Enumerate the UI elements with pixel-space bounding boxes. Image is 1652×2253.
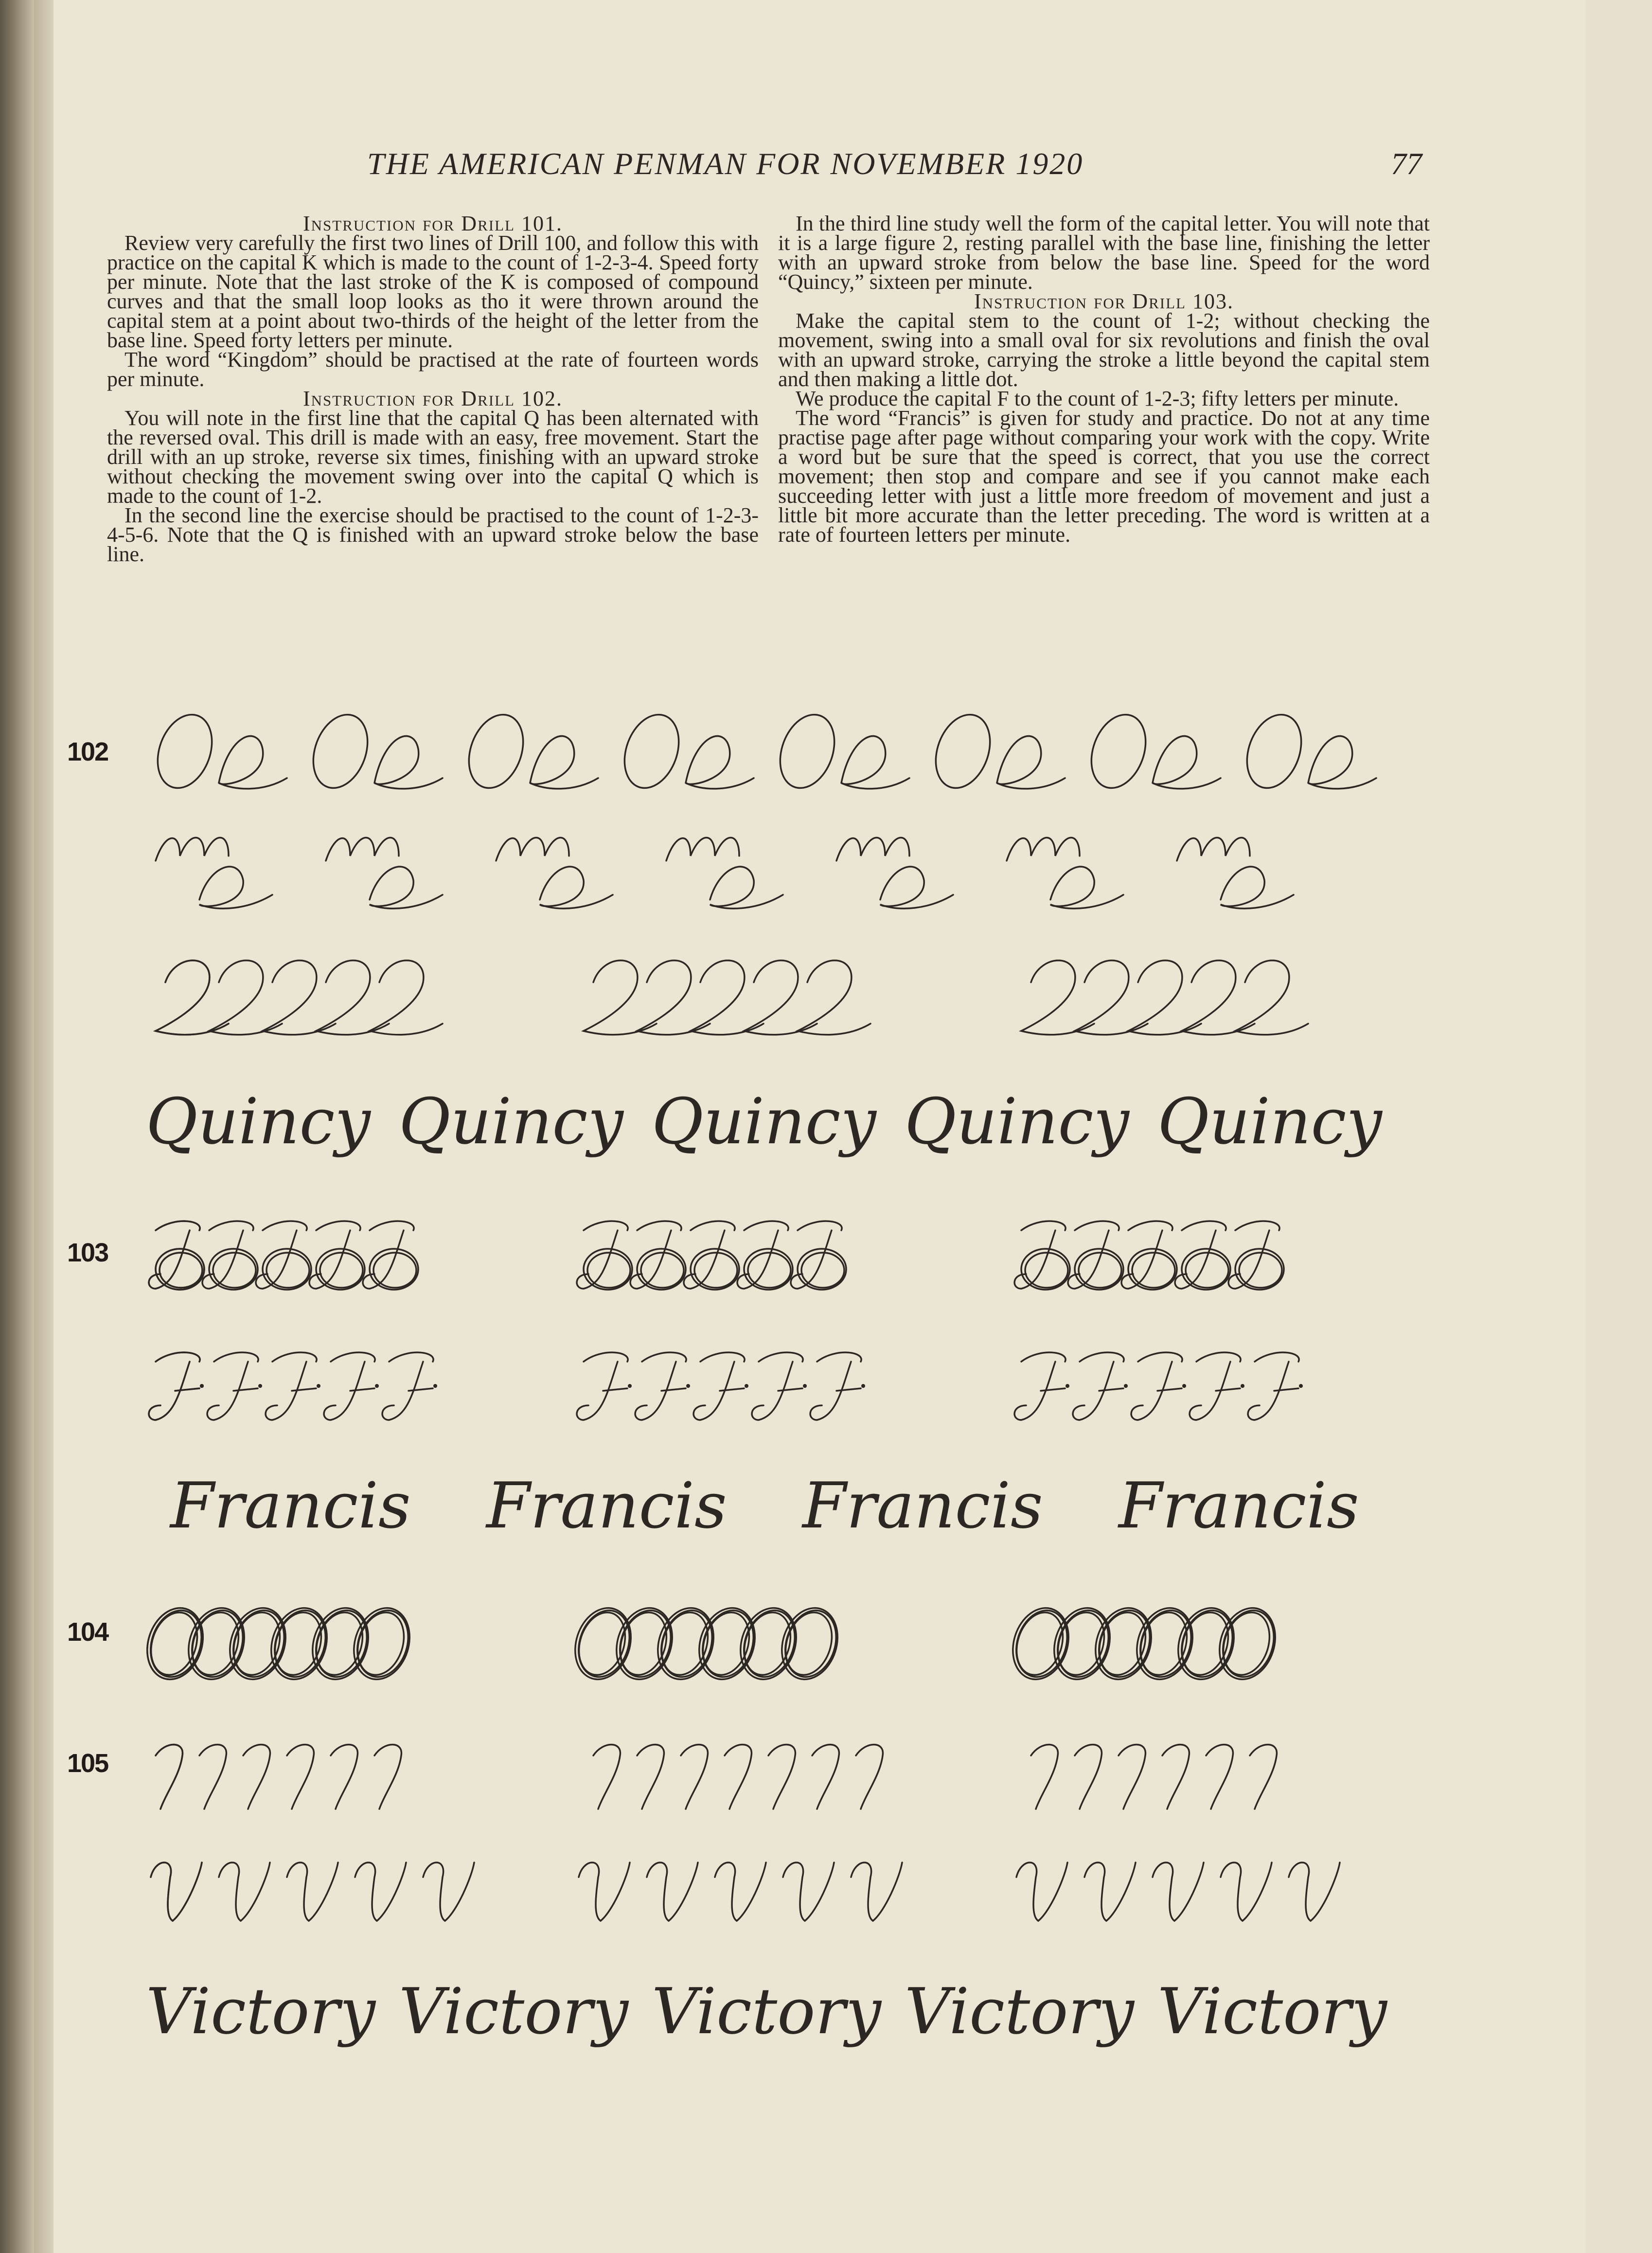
- bleed-through-mark: [1608, 681, 1642, 710]
- script-word-victory: Victory: [905, 1974, 1135, 2048]
- capital-q-specimen: [146, 953, 1410, 1050]
- script-word-quincy: Quincy: [905, 1084, 1129, 1158]
- drill-102-line-2: [146, 827, 1362, 919]
- drill-105-line-3: [146, 1974, 1459, 2067]
- instruction-paragraph: We produce the capital F to the count of 1-2-3; fifty letters per minute.: [796, 387, 1399, 410]
- instruction-paragraph: Make the capital stem to the count of 1-2; without checking the movement, swing into a small oval for six revolutions and finish the oval with an upward stroke, carrying the stroke a little beyond the capital stem and then making a little dot.: [778, 309, 1430, 391]
- instruction-heading: Instruction for Drill 101.: [303, 212, 563, 235]
- q-oval-drill-specimen: [146, 705, 1410, 802]
- running-title: THE AMERICAN PENMAN FOR NOVEMBER 1920: [367, 146, 1084, 181]
- drill-104-line: [146, 1597, 1410, 1690]
- script-word-quincy: Quincy: [146, 1084, 371, 1158]
- hook-stroke-specimen: [146, 1731, 1410, 1819]
- right-column: [778, 214, 1430, 545]
- script-word-victory: Victory: [652, 1974, 882, 2048]
- capital-f-specimen: [146, 1342, 1410, 1439]
- drill-label-103: 103: [67, 1238, 108, 1267]
- instruction-paragraph: Review very carefully the first two lines of Drill 100, and follow this with practice on the capital K which is made to the count of 1-2-3-4. Speed forty per minute. Note that the last stroke of the K is composed of compound curves and that the small loop looks as tho it were thrown around the capital stem at a point about two-thirds of the height of the letter from the base line. Speed forty letters per minute.: [107, 231, 759, 352]
- script-word-quincy: Quincy: [399, 1084, 623, 1158]
- script-word-victory: Victory: [1157, 1974, 1387, 2048]
- binding-gutter: [0, 0, 34, 2253]
- instruction-heading: Instruction for Drill 103.: [974, 289, 1234, 313]
- drill-label-105: 105: [67, 1749, 108, 1778]
- page-number: 77: [1391, 146, 1422, 181]
- running-head: [0, 146, 1652, 185]
- script-word-francis: Francis: [486, 1469, 727, 1543]
- compact-oval-specimen: [146, 1597, 1410, 1690]
- drill-103-line-1: [146, 1211, 1410, 1303]
- drill-label-104: 104: [67, 1617, 108, 1647]
- script-word-francis: Francis: [170, 1469, 411, 1543]
- drill-105-line-2: [146, 1848, 1410, 1940]
- script-word-francis: Francis: [802, 1469, 1043, 1543]
- reversed-oval-q-specimen: [146, 827, 1362, 919]
- script-word-francis: Francis: [1119, 1469, 1359, 1543]
- drill-102-line-3: [146, 953, 1410, 1046]
- instruction-paragraph: In the third line study well the form of the capital letter. You will note that it is a large figure 2, resting parallel with the base line, finishing the letter with an upward stroke from below the base line. Speed for the word “Quincy,” sixteen per minute.: [778, 212, 1430, 294]
- script-word-quincy: Quincy: [652, 1084, 876, 1158]
- drill-105-line-1: [146, 1731, 1410, 1824]
- capital-stem-oval-specimen: [146, 1211, 1410, 1308]
- instruction-paragraph: The word “Kingdom” should be practised at the rate of fourteen words per minute.: [107, 348, 759, 391]
- instruction-heading: Instruction for Drill 102.: [303, 387, 563, 410]
- instruction-paragraph: You will note in the first line that the capital Q has been alternated with the reversed oval. This drill is made with an easy, free movement. Start the drill with an up stroke, reverse six times, finishing with an upward stroke without checking the movement swing over into the capital Q which is made to the count of 1-2.: [107, 406, 759, 508]
- instruction-paragraph: In the second line the exercise should be practised to the count of 1-2-3-4-5-6. Note that the Q is finished with an upward stroke below the base line.: [107, 503, 759, 566]
- instruction-paragraph: The word “Francis” is given for study and practice. Do not at any time practise page after page without comparing your work with the copy. Write a word but be sure that the speed is correct, that you use the correct movement; then stop and compare and see if you cannot make each succeeding letter with just a little more freedom of movement and just a little bit more accurate than the letter preceding. The word is written at a rate of fourteen letters per minute.: [778, 406, 1430, 547]
- drill-102-line-4: [146, 1084, 1459, 1177]
- script-word-victory: Victory: [399, 1974, 629, 2048]
- drill-label-102: 102: [67, 737, 108, 766]
- drill-103-line-2: [146, 1342, 1410, 1435]
- script-word-quincy: Quincy: [1157, 1084, 1382, 1158]
- drill-103-line-3: [146, 1469, 1459, 1561]
- binding-shadow: [34, 0, 53, 2253]
- script-word-victory: Victory: [146, 1974, 376, 2048]
- capital-v-specimen: [146, 1848, 1410, 1935]
- left-column: [107, 214, 759, 564]
- drill-102-line-1: [146, 705, 1410, 798]
